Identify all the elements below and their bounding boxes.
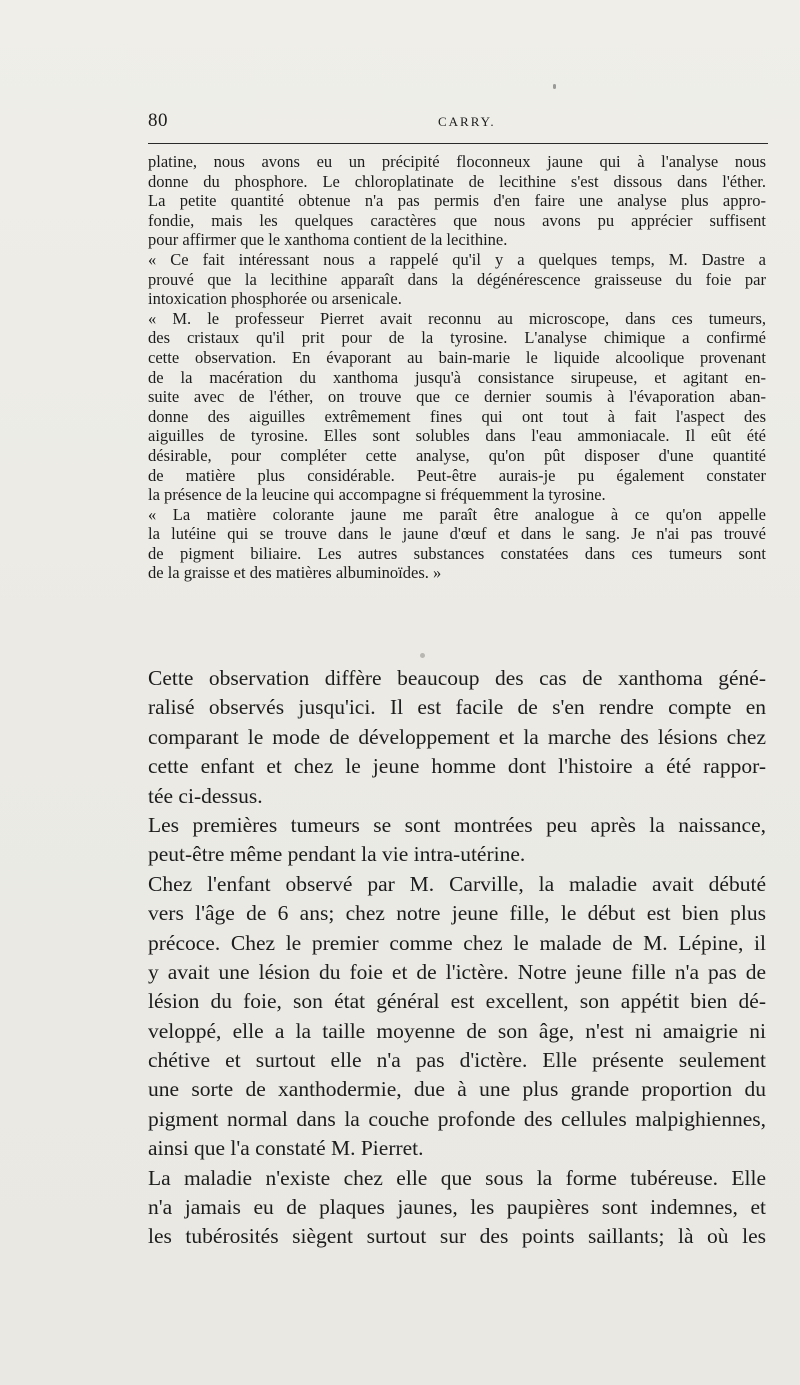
text-line: donne du phosphore. Le chloroplatinate de lecithine s'est dissous dans l'éther. [148, 171, 766, 191]
text-line: vers l'âge de 6 ans; chez notre jeune fille, le début est bien plus [148, 901, 766, 926]
text-line: La petite quantité obtenue n'a pas permis d'en faire une analyse plus appro- [148, 191, 766, 211]
text-line: aiguilles de tyrosine. Elles sont solubles dans l'eau ammoniacale. Il eût été [148, 426, 766, 446]
text-line: la présence de la leucine qui accompagne si fréquemment la tyrosine. [148, 485, 606, 505]
text-line: « La matière colorante jaune me paraît être analogue à ce qu'on appelle [148, 504, 766, 524]
main-text-block [148, 664, 766, 1252]
text-line: comparant le mode de développement et la marche des lésions chez [148, 724, 766, 749]
text-line: de la graisse et des matières albuminoïdes. » [148, 563, 442, 583]
text-line: désirable, pour compléter cette analyse, qu'on pût disposer d'une quantité [148, 445, 766, 465]
text-line: chétive et surtout elle n'a pas d'ictère. Elle présente seulement [148, 1048, 766, 1073]
text-line: ralisé observés jusqu'ici. Il est facile de s'en rendre compte en [148, 695, 766, 720]
text-line: une sorte de xanthodermie, due à une plus grande proportion du [148, 1077, 766, 1102]
quoted-analysis-block [148, 152, 766, 583]
text-line: suite avec de l'éther, on trouve que ce dernier soumis à l'évaporation aban- [148, 387, 766, 407]
text-line: donne des aiguilles extrêmement fines qui ont tout à fait l'aspect des [148, 406, 766, 426]
text-line: lésion du foie, son état général est excellent, son appétit bien dé- [148, 989, 766, 1014]
page-number: 80 [148, 110, 168, 131]
text-line: intoxication phosphorée ou arsenicale. [148, 289, 402, 309]
running-head: CARRY. [438, 114, 496, 129]
text-line: les tubérosités siègent surtout sur des points saillants; là où les [148, 1224, 766, 1249]
text-line: précoce. Chez le premier comme chez le malade de M. Lépine, il [148, 930, 766, 955]
text-line: fondie, mais les quelques caractères que nous avons pu apprécier suffisent [148, 210, 766, 230]
text-line: Cette observation diffère beaucoup des cas de xanthoma géné- [148, 666, 766, 690]
text-line: platine, nous avons eu un précipité floconneux jaune qui à l'analyse nous [148, 152, 766, 171]
text-line: ainsi que l'a constaté M. Pierret. [148, 1136, 424, 1161]
text-line: cette enfant et chez le jeune homme dont l'histoire a été rappor- [148, 754, 766, 779]
text-line: La maladie n'existe chez elle que sous la forme tubéreuse. Elle [148, 1165, 766, 1190]
text-line: de la macération du xanthoma jusqu'à consistance sirupeuse, et agitant en- [148, 367, 766, 387]
text-line: pour affirmer que le xanthoma contient de la lecithine. [148, 230, 508, 250]
text-line: y avait une lésion du foie et de l'ictère. Notre jeune fille n'a pas de [148, 959, 766, 984]
paper-speck [420, 653, 425, 658]
text-line: Chez l'enfant observé par M. Carville, la maladie avait débuté [148, 871, 766, 896]
text-line: de matière plus considérable. Peut-être aurais-je pu également constater [148, 465, 766, 485]
text-line: prouvé que la lecithine apparaît dans la dégénérescence graisseuse du foie par [148, 269, 766, 289]
text-line: des cristaux qu'il prit pour de la tyrosine. L'analyse chimique a confirmé [148, 328, 766, 348]
text-line: peut-être même pendant la vie intra-utérine. [148, 842, 526, 867]
page-header [148, 110, 768, 140]
header-rule [148, 143, 768, 144]
text-line: cette observation. En évaporant au bain-marie le liquide alcoolique provenant [148, 347, 766, 367]
text-line: de pigment biliaire. Les autres substances constatées dans ces tumeurs sont [148, 543, 766, 563]
text-line: Les premières tumeurs se sont montrées peu après la naissance, [148, 812, 766, 837]
text-line: pigment normal dans la couche profonde des cellules malpighiennes, [148, 1106, 766, 1131]
paper-speck [553, 84, 556, 89]
text-line: tée ci-dessus. [148, 783, 263, 808]
text-line: n'a jamais eu de plaques jaunes, les paupières sont indemnes, et [148, 1195, 766, 1220]
text-line: veloppé, elle a la taille moyenne de son âge, n'est ni amaigrie ni [148, 1018, 766, 1043]
text-line: « M. le professeur Pierret avait reconnu au microscope, dans ces tumeurs, [148, 308, 766, 328]
text-line: la lutéine qui se trouve dans le jaune d'œuf et dans le sang. Je n'ai pas trouvé [148, 524, 766, 544]
text-line: « Ce fait intéressant nous a rappelé qu'il y a quelques temps, M. Dastre a [148, 249, 766, 269]
